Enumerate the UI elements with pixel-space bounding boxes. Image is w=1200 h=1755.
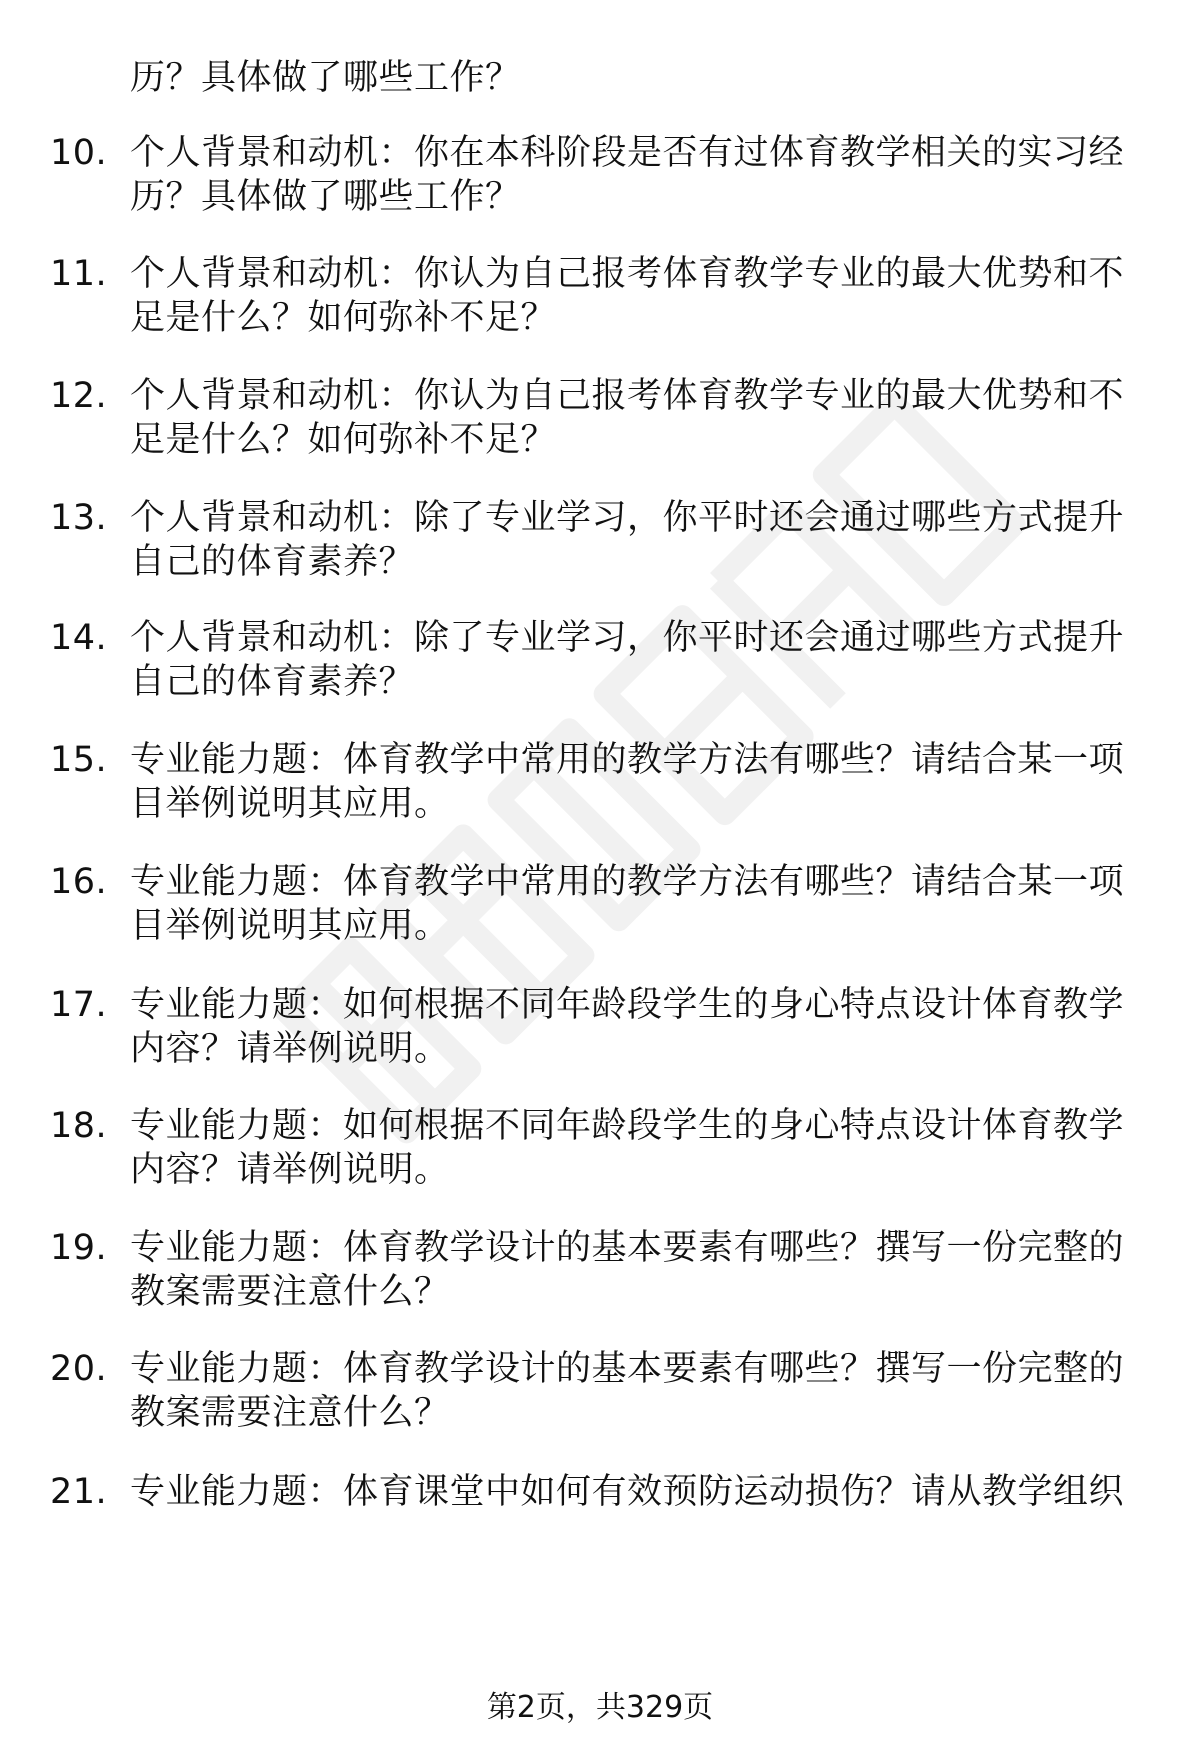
item-number: 12. bbox=[50, 376, 108, 416]
item-text-line1: 个人背景和动机：你认为自己报考体育教学专业的最大优势和不 bbox=[130, 376, 1125, 416]
item-text-line1: 专业能力题：体育教学设计的基本要素有哪些？撰写一份完整的 bbox=[130, 1349, 1125, 1389]
item-number: 10. bbox=[50, 133, 108, 173]
item-text-line2: 内容？请举例说明。 bbox=[130, 1029, 450, 1069]
item-text-line2: 教案需要注意什么？ bbox=[130, 1272, 450, 1312]
item-text-line1: 个人背景和动机：你认为自己报考体育教学专业的最大优势和不 bbox=[130, 254, 1125, 294]
item-number: 13. bbox=[50, 498, 108, 538]
item-text-line1: 专业能力题：如何根据不同年龄段学生的身心特点设计体育教学 bbox=[130, 985, 1125, 1025]
item-text-line1: 专业能力题：体育课堂中如何有效预防运动损伤？请从教学组织 bbox=[130, 1472, 1125, 1512]
item-number: 16. bbox=[50, 862, 108, 902]
item-number: 14. bbox=[50, 618, 108, 658]
item-text-line2: 足是什么？如何弥补不足？ bbox=[130, 420, 557, 460]
item-text-line2: 内容？请举例说明。 bbox=[130, 1150, 450, 1190]
page-footer: 第2页，共329页 bbox=[486, 1690, 714, 1725]
item-text-line2: 自己的体育素养？ bbox=[130, 662, 415, 702]
item-text-line1: 专业能力题：体育教学设计的基本要素有哪些？撰写一份完整的 bbox=[130, 1228, 1125, 1268]
item-number: 17. bbox=[50, 985, 108, 1025]
item-text-line2: 目举例说明其应用。 bbox=[130, 784, 450, 824]
item-text-line2: 教案需要注意什么？ bbox=[130, 1393, 450, 1433]
item-text-line1: 个人背景和动机：除了专业学习，你平时还会通过哪些方式提升 bbox=[130, 498, 1125, 538]
item-text-line1: 个人背景和动机：除了专业学习，你平时还会通过哪些方式提升 bbox=[130, 618, 1125, 658]
continuation-line: 历？具体做了哪些工作？ bbox=[130, 58, 521, 98]
item-number: 20. bbox=[50, 1349, 108, 1389]
item-text-line2: 足是什么？如何弥补不足？ bbox=[130, 298, 557, 338]
item-number: 15. bbox=[50, 740, 108, 780]
item-text-line2: 目举例说明其应用。 bbox=[130, 906, 450, 946]
item-number: 19. bbox=[50, 1228, 108, 1268]
item-number: 21. bbox=[50, 1472, 108, 1512]
item-number: 18. bbox=[50, 1106, 108, 1146]
item-text-line1: 专业能力题：体育教学中常用的教学方法有哪些？请结合某一项 bbox=[130, 862, 1125, 902]
item-number: 11. bbox=[50, 254, 108, 294]
item-text-line1: 个人背景和动机：你在本科阶段是否有过体育教学相关的实习经 bbox=[130, 133, 1125, 173]
item-text-line1: 专业能力题：如何根据不同年龄段学生的身心特点设计体育教学 bbox=[130, 1106, 1125, 1146]
item-text-line2: 历？具体做了哪些工作？ bbox=[130, 177, 521, 217]
item-text-line2: 自己的体育素养？ bbox=[130, 542, 415, 582]
item-text-line1: 专业能力题：体育教学中常用的教学方法有哪些？请结合某一项 bbox=[130, 740, 1125, 780]
